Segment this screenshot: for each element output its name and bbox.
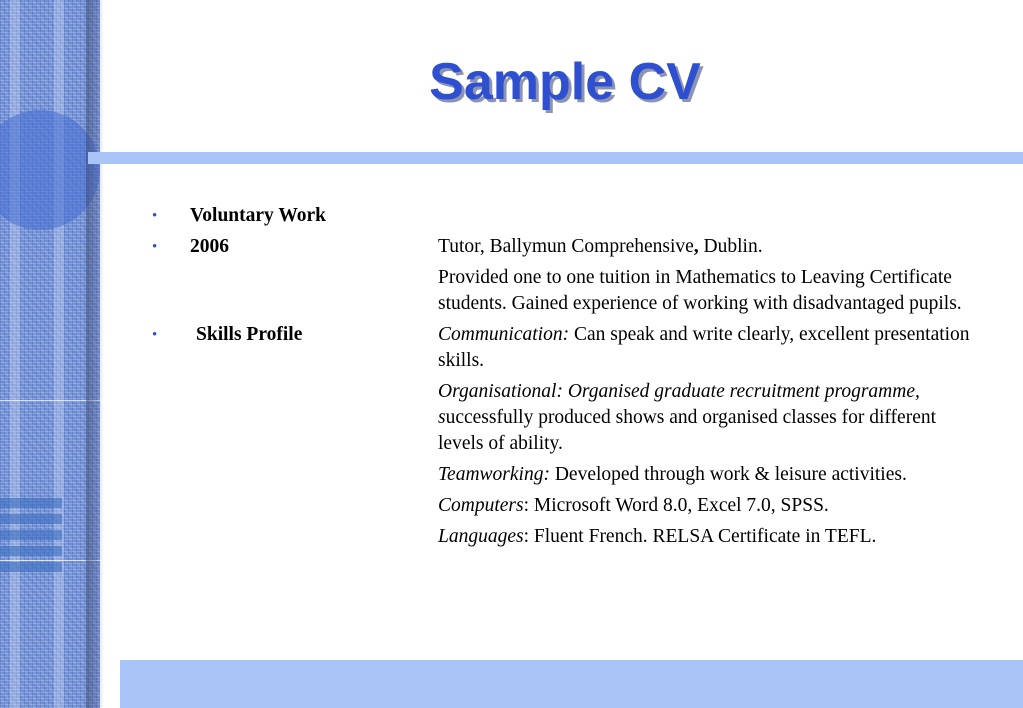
decorative-circle — [0, 110, 100, 230]
skill-heading: Communication: — [438, 324, 570, 345]
section-label: Voluntary Work — [190, 205, 326, 226]
list-item — [152, 322, 992, 374]
band-divider — [0, 560, 100, 561]
cv-content — [152, 203, 992, 550]
skill-computers — [438, 493, 978, 519]
year-label: 2006 — [190, 236, 229, 257]
band-shadow — [86, 0, 104, 708]
skill-text: Developed through work & leisure activities. — [549, 464, 907, 485]
skill-heading: Languages — [438, 526, 524, 547]
decorative-left-band — [0, 0, 100, 708]
list-item — [152, 379, 992, 457]
slide-title: Sample CV — [429, 53, 701, 111]
skill-text: : Microsoft Word 8.0, Excel 7.0, SPSS. — [523, 495, 829, 516]
job-title-comma: , — [693, 236, 699, 257]
job-title — [438, 234, 978, 260]
skill-heading: Teamworking: — [438, 464, 550, 485]
footer-accent-bar — [120, 660, 1023, 708]
skill-text: Can speak and write clearly, excellent presentation skills. — [438, 324, 970, 371]
band-stripe — [0, 514, 62, 524]
skill-communication — [438, 322, 978, 374]
bullet-icon: • — [152, 327, 158, 343]
section-label: Skills Profile — [196, 324, 303, 345]
skill-languages — [438, 524, 978, 550]
job-description: Provided one to one tuition in Mathematics to Leaving Certificate students. Gained experience of working with disadvantaged pupils. — [438, 267, 962, 314]
skill-heading: Organisational: Organised graduate recruitment programme, s — [438, 381, 920, 428]
band-column — [54, 0, 64, 708]
band-stripe — [0, 562, 62, 572]
band-column — [10, 0, 20, 708]
list-item — [152, 524, 992, 550]
list-item — [152, 234, 992, 260]
skill-text: : Fluent French. RELSA Certificate in TEFL. — [523, 526, 877, 547]
skill-heading: Computers — [438, 495, 524, 516]
list-item — [152, 265, 992, 317]
skill-organisational — [438, 379, 978, 457]
band-stripe — [0, 498, 62, 508]
header-accent-bar — [88, 152, 1023, 164]
list-item — [152, 493, 992, 519]
skill-teamworking — [438, 462, 978, 488]
list-item — [152, 203, 992, 229]
job-location: Dublin. — [698, 236, 763, 257]
band-divider — [0, 400, 100, 401]
skill-text: uccessfully produced shows and organised classes for different levels of ability. — [438, 407, 937, 454]
band-stripe — [0, 546, 62, 556]
job-title-text: Tutor, Ballymun Comprehensive — [438, 236, 694, 257]
bullet-icon: • — [152, 208, 158, 224]
bullet-icon: • — [152, 239, 158, 255]
band-stripe — [0, 530, 62, 540]
list-item — [152, 462, 992, 488]
